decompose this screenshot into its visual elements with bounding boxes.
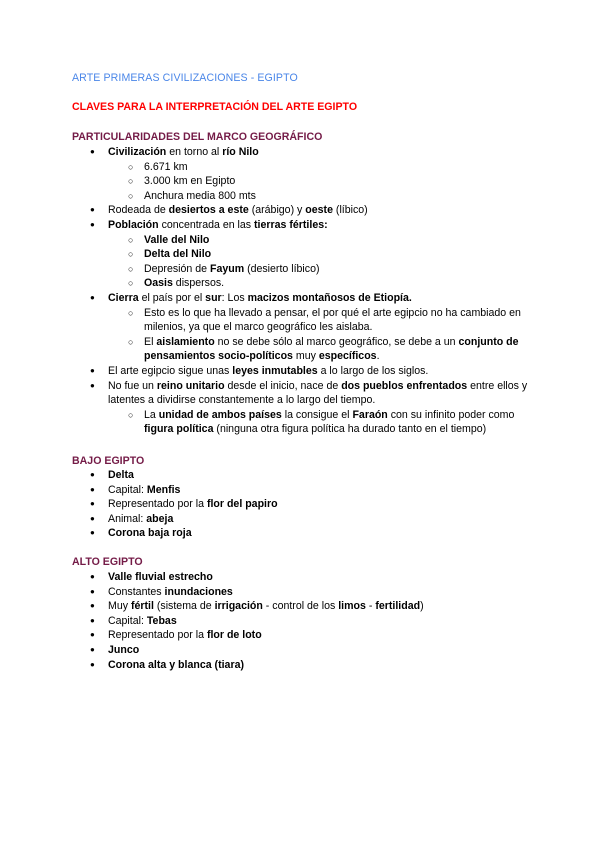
list-item: ● Cierra el país por el sur: Los macizos montañosos de Etiopía. — [72, 291, 542, 306]
section-title-bajo: BAJO EGIPTO — [72, 455, 145, 467]
section-title-marco: PARTICULARIDADES DEL MARCO GEOGRÁFICO — [72, 131, 323, 143]
sub-list-item: ○ Anchura media 800 mts — [72, 189, 542, 204]
list-item: ● Población concentrada en las tierras fértiles: — [72, 218, 542, 233]
sub-list-item: ○ Esto es lo que ha llevado a pensar, el por qué el arte egipcio no ha cambiado en milenios, ya que el marco geográfico les aislaba. — [72, 306, 542, 335]
list-item: ● El arte egipcio sigue unas leyes inmutables a lo largo de los siglos. — [72, 364, 542, 379]
document-title: ARTE PRIMERAS CIVILIZACIONES - EGIPTO — [72, 72, 298, 84]
section-list-marco — [72, 145, 542, 437]
sub-list-item: ○ El aislamiento no se debe sólo al marco geográfico, se debe a un conjunto de pensamientos socio-políticos muy específicos. — [72, 335, 542, 364]
list-item: ● Muy fértil (sistema de irrigación - control de los limos - fertilidad) — [72, 599, 542, 614]
list-item: ● Valle fluvial estrecho — [72, 570, 542, 585]
list-item: ● Representado por la flor de loto — [72, 628, 542, 643]
list-item: ● Delta — [72, 468, 542, 483]
section-list-bajo — [72, 468, 542, 541]
list-item: ● Constantes inundaciones — [72, 585, 542, 600]
list-item: ● Corona alta y blanca (tiara) — [72, 658, 542, 673]
list-item: ● Junco — [72, 643, 542, 658]
section-title-alto: ALTO EGIPTO — [72, 556, 143, 568]
list-item: ● Rodeada de desiertos a este (arábigo) y oeste (líbico) — [72, 203, 542, 218]
sub-list-item: ○ Valle del Nilo — [72, 233, 542, 248]
list-item: ● Civilización en torno al río Nilo — [72, 145, 542, 160]
sub-list-item: ○ 6.671 km — [72, 160, 542, 175]
list-item: ● Corona baja roja — [72, 526, 542, 541]
document-subtitle: CLAVES PARA LA INTERPRETACIÓN DEL ARTE EGIPTO — [72, 101, 358, 113]
section-list-alto — [72, 570, 542, 672]
sub-list-item: ○ Delta del Nilo — [72, 247, 542, 262]
sub-list-item: ○ La unidad de ambos países la consigue el Faraón con su infinito poder como figura política (ninguna otra figura política ha durado tanto en el tiempo) — [72, 408, 542, 437]
list-item: ● Animal: abeja — [72, 512, 542, 527]
sub-list-item: ○ 3.000 km en Egipto — [72, 174, 542, 189]
sub-list-item: ○ Depresión de Fayum (desierto líbico) — [72, 262, 542, 277]
list-item: ● No fue un reino unitario desde el inicio, nace de dos pueblos enfrentados entre ellos y latentes a dividirse constantemente a lo largo del tiempo. — [72, 379, 542, 408]
sub-list-item: ○ Oasis dispersos. — [72, 276, 542, 291]
list-item: ● Capital: Menfis — [72, 483, 542, 498]
list-item: ● Capital: Tebas — [72, 614, 542, 629]
list-item: ● Representado por la flor del papiro — [72, 497, 542, 512]
